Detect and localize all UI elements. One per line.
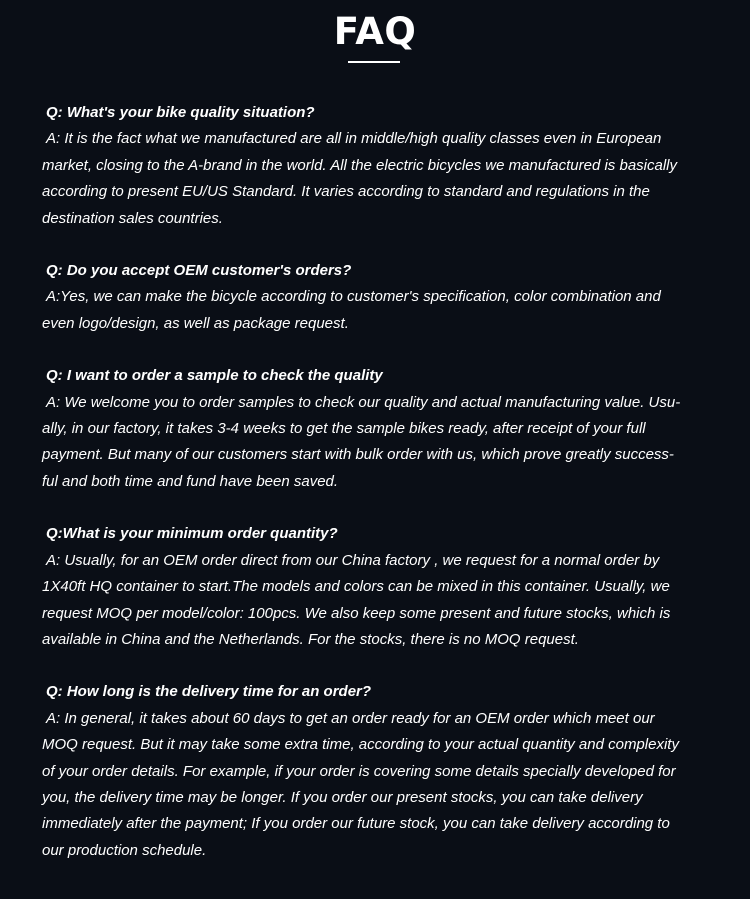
faq-answer-line: A: It is the fact what we manufactured are all in middle/high quality classes even in European [46,130,662,148]
faq-question: Q:What is your minimum order quantity? [46,525,338,543]
faq-item [42,521,704,653]
faq-question: Q: Do you accept OEM customer's orders? [46,262,352,280]
faq-answer-line: ful and both time and fund have been saved. [42,472,339,490]
faq-answer-line: A: We welcome you to order samples to check our quality and actual manufacturing value. Usu- [46,393,681,411]
faq-answer-line: A: In general, it takes about 60 days to get an order ready for an OEM order which meet our [46,709,655,727]
faq-answer-line: market, closing to the A-brand in the world. All the electric bicycles we manufactured is basically [42,156,678,174]
faq-item [42,258,704,337]
faq-answer [42,126,704,232]
page-title: FAQ [333,10,417,53]
faq-answer-line: even logo/design, as well as package request. [42,314,349,332]
faq-answer-line: A:Yes, we can make the bicycle according to customer's specification, color combination and [46,288,661,306]
faq-question: Q: What's your bike quality situation? [46,104,315,121]
faq-answer [42,548,704,654]
faq-answer-line: according to present EU/US Standard. It varies according to standard and regulations in the [42,183,650,201]
faq-answer-line: 1X40ft HQ container to start.The models and colors can be mixed in this container. Usually, we [42,578,670,596]
faq-answer-line: available in China and the Netherlands. For the stocks, there is no MOQ request. [42,630,579,648]
faq-question: Q: How long is the delivery time for an order? [46,683,372,701]
faq-answer-line: A: Usually, for an OEM order direct from our China factory , we request for a normal order by [46,551,660,569]
faq-answer-line: MOQ request. But it may take some extra time, according to your actual quantity and complexity [42,736,679,754]
faq-answer-line: you, the delivery time may be longer. If you order our present stocks, you can take delivery [42,788,643,806]
faq-item [42,100,704,232]
faq-answer-line: ally, in our factory, it takes 3-4 weeks to get the sample bikes ready, after receipt of your full [42,420,646,438]
faq-answer [42,390,704,496]
faq-answer-line: immediately after the payment; If you order our future stock, you can take delivery according to [42,815,670,833]
faq-answer-line: payment. But many of our customers start with bulk order with us, which prove greatly success- [42,446,674,464]
faq-answer [42,284,704,337]
faq-answer-line: request MOQ per model/color: 100pcs. We also keep some present and future stocks, which is [42,604,671,622]
faq-answer-line: our production schedule. [42,841,207,859]
faq-list [42,100,704,890]
faq-answer-line: destination sales countries. [42,209,223,227]
faq-question: Q: I want to order a sample to check the quality [46,367,383,385]
faq-answer-line: of your order details. For example, if your order is covering some details specially developed for [42,762,676,780]
faq-item [42,363,704,495]
title-underline [348,61,400,63]
faq-item [42,679,704,864]
faq-answer [42,706,704,864]
